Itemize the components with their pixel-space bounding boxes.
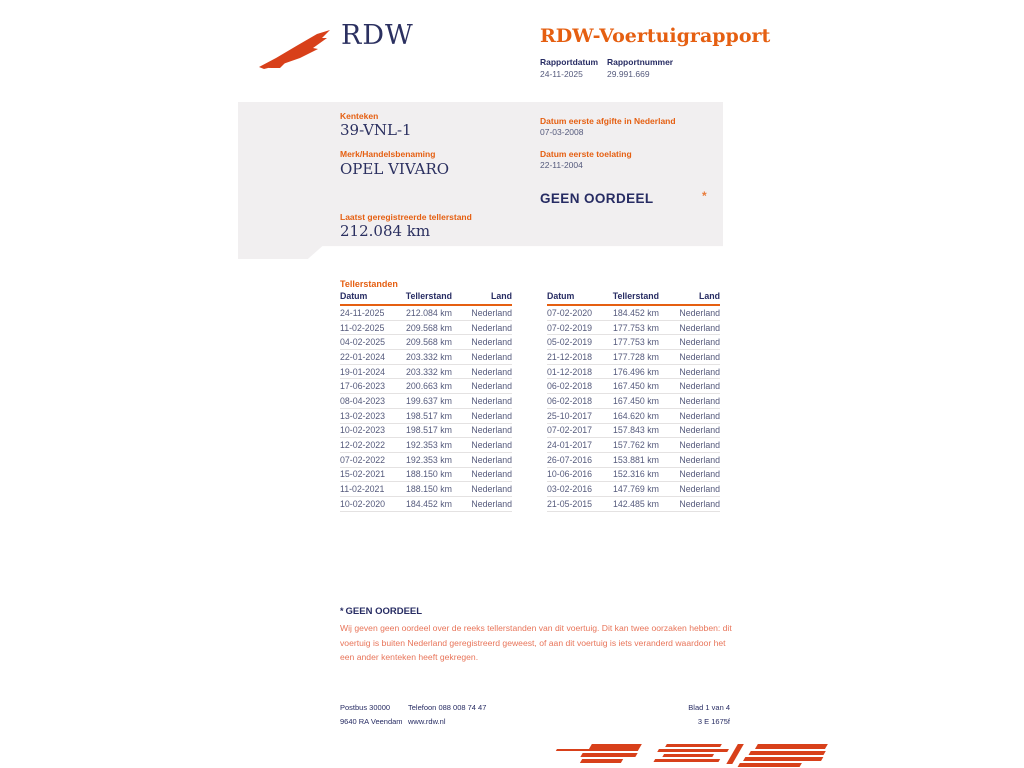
table-cell: 06-02-2018	[547, 395, 592, 406]
table-cell: Nederland	[471, 469, 512, 480]
table-cell: 212.084 km	[406, 307, 452, 318]
table-cell: 203.332 km	[406, 351, 452, 362]
table-row	[547, 306, 720, 321]
table-row	[340, 350, 512, 365]
table-row	[340, 306, 512, 321]
table-cell: Nederland	[679, 307, 720, 318]
decorative-stripes-graphic	[543, 742, 835, 768]
table-cell: 24-01-2017	[547, 440, 592, 451]
report-number-label: Rapportnummer	[607, 57, 674, 67]
table-row	[340, 438, 512, 453]
afgifte-label: Datum eerste afgifte in Nederland	[540, 116, 676, 126]
table-cell: 07-02-2022	[340, 454, 385, 465]
footer-address	[340, 701, 403, 729]
table-cell: 05-02-2019	[547, 337, 592, 348]
table-cell: Nederland	[471, 351, 512, 362]
table-cell: 199.637 km	[406, 395, 452, 406]
table-row	[547, 335, 720, 350]
table-cell: Nederland	[679, 440, 720, 451]
table-cell: 157.762 km	[613, 440, 659, 451]
table-header-row	[340, 291, 512, 306]
table-cell: Nederland	[471, 381, 512, 392]
table-cell: Nederland	[471, 498, 512, 509]
table-row	[340, 394, 512, 409]
table-row	[547, 438, 720, 453]
table-cell: 10-02-2023	[340, 425, 385, 436]
table-cell: 22-01-2024	[340, 351, 385, 362]
rdw-feather-logo-icon	[256, 28, 334, 70]
tellerstanden-title: Tellerstanden	[340, 279, 398, 289]
table-row	[547, 482, 720, 497]
table-cell: 152.316 km	[613, 469, 659, 480]
table-cell: 203.332 km	[406, 366, 452, 377]
table-cell: Nederland	[679, 425, 720, 436]
table-cell: 200.663 km	[406, 381, 452, 392]
table-cell: Nederland	[679, 484, 720, 495]
table-body-right	[547, 306, 720, 512]
table-cell: Nederland	[471, 322, 512, 333]
table-row	[547, 453, 720, 468]
table-cell: 209.568 km	[406, 322, 452, 333]
table-cell: Nederland	[471, 395, 512, 406]
col-land: Land	[490, 291, 512, 301]
footer-page-info	[620, 701, 730, 729]
table-cell: 11-02-2021	[340, 484, 385, 495]
table-row	[340, 424, 512, 439]
stripes-icon	[543, 742, 835, 768]
table-cell: 10-02-2020	[340, 498, 385, 509]
col-tellerstand: Tellerstand	[405, 291, 452, 301]
footnote-asterisk: *	[340, 606, 344, 616]
table-cell: 164.620 km	[613, 410, 659, 421]
footer-phone: Telefoon 088 008 74 47	[408, 703, 487, 712]
table-row	[340, 482, 512, 497]
table-cell: Nederland	[471, 410, 512, 421]
table-cell: Nederland	[471, 366, 512, 377]
table-cell: Nederland	[679, 498, 720, 509]
table-cell: 21-12-2018	[547, 351, 592, 362]
table-cell: 04-02-2025	[340, 337, 385, 348]
report-title: RDW-Voertuigrapport	[540, 25, 771, 47]
table-cell: 25-10-2017	[547, 410, 592, 421]
footnote-paragraph: Wij geven geen oordeel over de reeks tellerstanden van dit voertuig. Dit kan twee oorzaken hebben: dit voertuig is buiten Nederland geregistreerd geweest, of aan dit voertuig is iets veranderd waardoor het een ander kenteken heeft gekregen.	[340, 623, 732, 663]
table-cell: Nederland	[471, 307, 512, 318]
footer-doc-code: 3 E 1675f	[697, 717, 730, 726]
table-row	[340, 335, 512, 350]
table-cell: 26-07-2016	[547, 454, 592, 465]
table-cell: Nederland	[679, 454, 720, 465]
col-datum: Datum	[547, 291, 575, 301]
table-row	[547, 379, 720, 394]
table-cell: Nederland	[679, 337, 720, 348]
table-cell: 11-02-2025	[340, 322, 385, 333]
table-cell: 153.881 km	[613, 454, 659, 465]
table-row	[547, 350, 720, 365]
table-row	[340, 379, 512, 394]
table-cell: 01-12-2018	[547, 366, 592, 377]
table-row	[340, 453, 512, 468]
table-cell: 12-02-2022	[340, 440, 385, 451]
table-cell: Nederland	[471, 440, 512, 451]
table-header-row	[547, 291, 720, 306]
tellerstanden-table-left	[340, 291, 512, 512]
footer-address-line1: Postbus 30000	[340, 703, 391, 712]
footer-page-number: Blad 1 van 4	[688, 703, 730, 712]
table-cell: Nederland	[679, 381, 720, 392]
table-cell: 198.517 km	[406, 425, 452, 436]
table-cell: 15-02-2021	[340, 469, 385, 480]
table-cell: 188.150 km	[406, 469, 452, 480]
table-cell: Nederland	[679, 322, 720, 333]
table-row	[547, 497, 720, 512]
table-cell: 147.769 km	[613, 484, 659, 495]
kenteken-label: Kenteken	[340, 111, 379, 121]
table-row	[340, 497, 512, 512]
table-cell: 184.452 km	[613, 307, 659, 318]
table-row	[547, 394, 720, 409]
table-cell: 177.753 km	[613, 337, 659, 348]
table-row	[547, 365, 720, 380]
toelating-label: Datum eerste toelating	[540, 149, 632, 159]
report-date-label: Rapportdatum	[540, 57, 599, 67]
table-cell: 184.452 km	[406, 498, 452, 509]
report-date-value: 24-11-2025	[540, 69, 583, 79]
table-row	[340, 321, 512, 336]
verdict-text: GEEN OORDEEL	[540, 191, 654, 206]
footnote-title-text: GEEN OORDEEL	[345, 606, 423, 617]
table-cell: 10-06-2016	[547, 469, 592, 480]
table-cell: 209.568 km	[406, 337, 452, 348]
table-body-left	[340, 306, 512, 512]
table-cell: 07-02-2019	[547, 322, 592, 333]
table-cell: Nederland	[679, 351, 720, 362]
afgifte-value: 07-03-2008	[540, 127, 584, 137]
merk-value: OPEL VIVARO	[340, 160, 450, 178]
table-row	[340, 409, 512, 424]
table-row	[340, 365, 512, 380]
table-cell: 177.753 km	[613, 322, 659, 333]
table-cell: 07-02-2017	[547, 425, 592, 436]
col-tellerstand: Tellerstand	[612, 291, 659, 301]
col-land: Land	[698, 291, 720, 301]
footer-website: www.rdw.nl	[408, 717, 446, 726]
table-cell: 142.485 km	[613, 498, 659, 509]
table-cell: 08-04-2023	[340, 395, 385, 406]
table-row	[340, 468, 512, 483]
verdict-asterisk: *	[702, 189, 707, 203]
rdw-wordmark: RDW	[341, 20, 414, 51]
table-cell: Nederland	[679, 469, 720, 480]
table-row	[547, 321, 720, 336]
table-cell: 19-01-2024	[340, 366, 385, 377]
merk-label: Merk/Handelsbenaming	[340, 149, 436, 159]
table-cell: 177.728 km	[613, 351, 659, 362]
table-cell: 03-02-2016	[547, 484, 592, 495]
tellerstand-value: 212.084 km	[340, 222, 431, 240]
table-row	[547, 424, 720, 439]
table-cell: 192.353 km	[406, 454, 452, 465]
table-cell: 17-06-2023	[340, 381, 385, 392]
table-cell: 157.843 km	[613, 425, 659, 436]
table-cell: Nederland	[679, 395, 720, 406]
table-cell: 24-11-2025	[340, 307, 385, 318]
toelating-value: 22-11-2004	[540, 160, 583, 170]
table-cell: 192.353 km	[406, 440, 452, 451]
table-cell: 21-05-2015	[547, 498, 592, 509]
table-cell: 13-02-2023	[340, 410, 385, 421]
table-cell: Nederland	[471, 484, 512, 495]
table-cell: Nederland	[679, 410, 720, 421]
table-row	[547, 468, 720, 483]
table-cell: 176.496 km	[613, 366, 659, 377]
table-cell: 167.450 km	[613, 395, 659, 406]
table-cell: Nederland	[471, 337, 512, 348]
tellerstand-label: Laatst geregistreerde tellerstand	[340, 212, 472, 222]
table-cell: Nederland	[471, 425, 512, 436]
footnote-title	[340, 606, 422, 617]
table-cell: 06-02-2018	[547, 381, 592, 392]
kenteken-value: 39-VNL-1	[340, 121, 412, 139]
footer-contact	[408, 701, 486, 729]
table-cell: Nederland	[471, 454, 512, 465]
footer-address-line2: 9640 RA Veendam	[340, 717, 403, 726]
table-cell: 167.450 km	[613, 381, 659, 392]
table-cell: 198.517 km	[406, 410, 452, 421]
table-cell: Nederland	[679, 366, 720, 377]
tellerstanden-table-right	[547, 291, 720, 512]
report-number-value: 29.991.669	[607, 69, 650, 79]
col-datum: Datum	[340, 291, 368, 301]
table-row	[547, 409, 720, 424]
table-cell: 188.150 km	[406, 484, 452, 495]
table-cell: 07-02-2020	[547, 307, 592, 318]
